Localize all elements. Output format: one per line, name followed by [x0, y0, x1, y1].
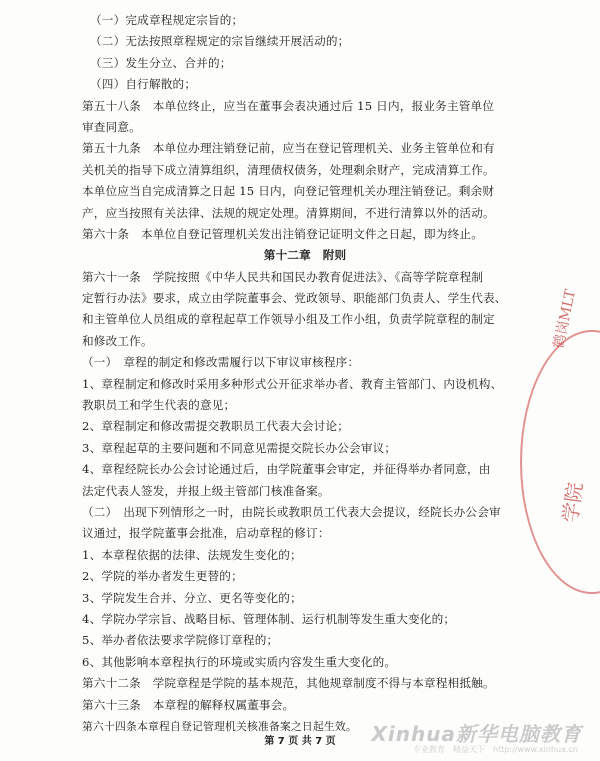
- page-number: 第 7 页 共 7 页: [264, 736, 336, 747]
- condition-5: 5、举办者依法要求学院修订章程的；: [82, 633, 279, 648]
- document-body: [82, 10, 528, 737]
- watermark-logo: Xinhua新华电脑教育: [371, 722, 582, 746]
- procedure-1-line-1: 1、章程制定和修改时采用多种形式公开征求举办者、教育主管部门、内设机构、: [82, 376, 503, 391]
- condition-1: 1、本章程依据的法律、法规发生变化的；: [82, 547, 302, 562]
- condition-4: 4、学院办学宗旨、战略目标、管理体制、运行机制等发生重大变化的；: [82, 611, 456, 626]
- procedure-2: 2、章程制定和修改需提交教职员工代表大会讨论；: [82, 419, 350, 434]
- section-1-heading: （一） 章程的制定和修改需履行以下审议审核程序：: [82, 355, 360, 370]
- condition-3: 3、学院发生合并、分立、更名等变化的；: [82, 590, 302, 605]
- article-61-line-3: 和主管单位人员组成的章程起草工作领导小组及工作小组，负责学院章程的制定: [82, 312, 495, 327]
- condition-2: 2、学院的举办者发生更替的；: [82, 569, 243, 584]
- seal-text-bottom: 学院: [557, 480, 588, 524]
- condition-6: 6、其他影响本章程执行的环境或实质内容发生重大变化的。: [82, 654, 397, 669]
- article-59-line-2: 关机关的指导下成立清算组织，清理债权债务，处理剩余财产，完成清算工作。: [82, 162, 495, 177]
- list-item-3: （三）发生分立、合并的；: [90, 55, 232, 70]
- procedure-3: 3、章程起草的主要问题和不同意见需提交院长办公会审议；: [82, 440, 397, 455]
- official-seal: [520, 330, 600, 594]
- list-item-2: （二）无法按照章程规定的宗旨继续开展活动的；: [90, 34, 350, 49]
- procedure-1-line-2: 教职员工和学生代表的意见；: [82, 398, 236, 413]
- article-59-line-3: 本单位应当自完成清算之日起 15 日内，向登记管理机关办理注销登记。剩余财: [82, 184, 495, 199]
- section-2-line-1: （二） 出现下列情形之一时，由院长或教职员工代表大会提议，经院长办公会审: [82, 504, 501, 519]
- chapter-heading: 第十二章 附则: [263, 248, 347, 263]
- article-63: 第六十三条 本章程的解释权属董事会。: [82, 697, 295, 712]
- article-61-line-1: 第六十一条 学院按照《中华人民共和国民办教育促进法》、《高等学院章程制: [82, 269, 484, 284]
- article-58-line-1: 第五十八条 本单位终止，应当在董事会表决通过后 15 日内，报业务主管单位: [82, 98, 495, 113]
- procedure-4-line-1: 4、章程经院长办公会讨论通过后，由学院董事会审定，并征得举办者同意，由: [82, 462, 491, 477]
- seal-text-top: 鹤岗MLT: [550, 288, 580, 350]
- article-64: 第六十四条本章程自登记管理机关核准备案之日起生效。: [82, 719, 357, 733]
- article-62: 第六十二条 学院章程是学院的基本规范，其他规章制度不得与本章程相抵触。: [82, 676, 495, 691]
- article-61-line-2: 定暂行办法》要求，成立由学院董事会、党政领导、职能部门负责人、学生代表、: [82, 291, 507, 306]
- article-61-line-4: 和修改工作。: [82, 333, 153, 348]
- article-58-line-2: 审查同意。: [82, 119, 141, 134]
- article-60: 第六十条 本单位自登记管理机关发出注销登记证明文件之日起，即为终止。: [82, 226, 483, 241]
- procedure-4-line-2: 法定代表人签发，并报上级主管部门核准备案。: [82, 483, 330, 498]
- list-item-1: （一）完成章程规定宗旨的；: [90, 13, 244, 27]
- section-2-line-2: 议通过，报学院董事会批准，启动章程的修订：: [82, 526, 330, 541]
- list-item-4: （四）自行解散的；: [90, 77, 197, 92]
- watermark-tagline: 专业教育 精益天下 http://www.xinhua.cn: [412, 745, 578, 754]
- article-59-line-1: 第五十九条 本单位办理注销登记前，应当在登记管理机关、业务主管单位和有: [82, 141, 495, 156]
- article-59-line-4: 产，应当按照有关法律、法规的规定处理。清算期间，不进行清算以外的活动。: [82, 205, 495, 220]
